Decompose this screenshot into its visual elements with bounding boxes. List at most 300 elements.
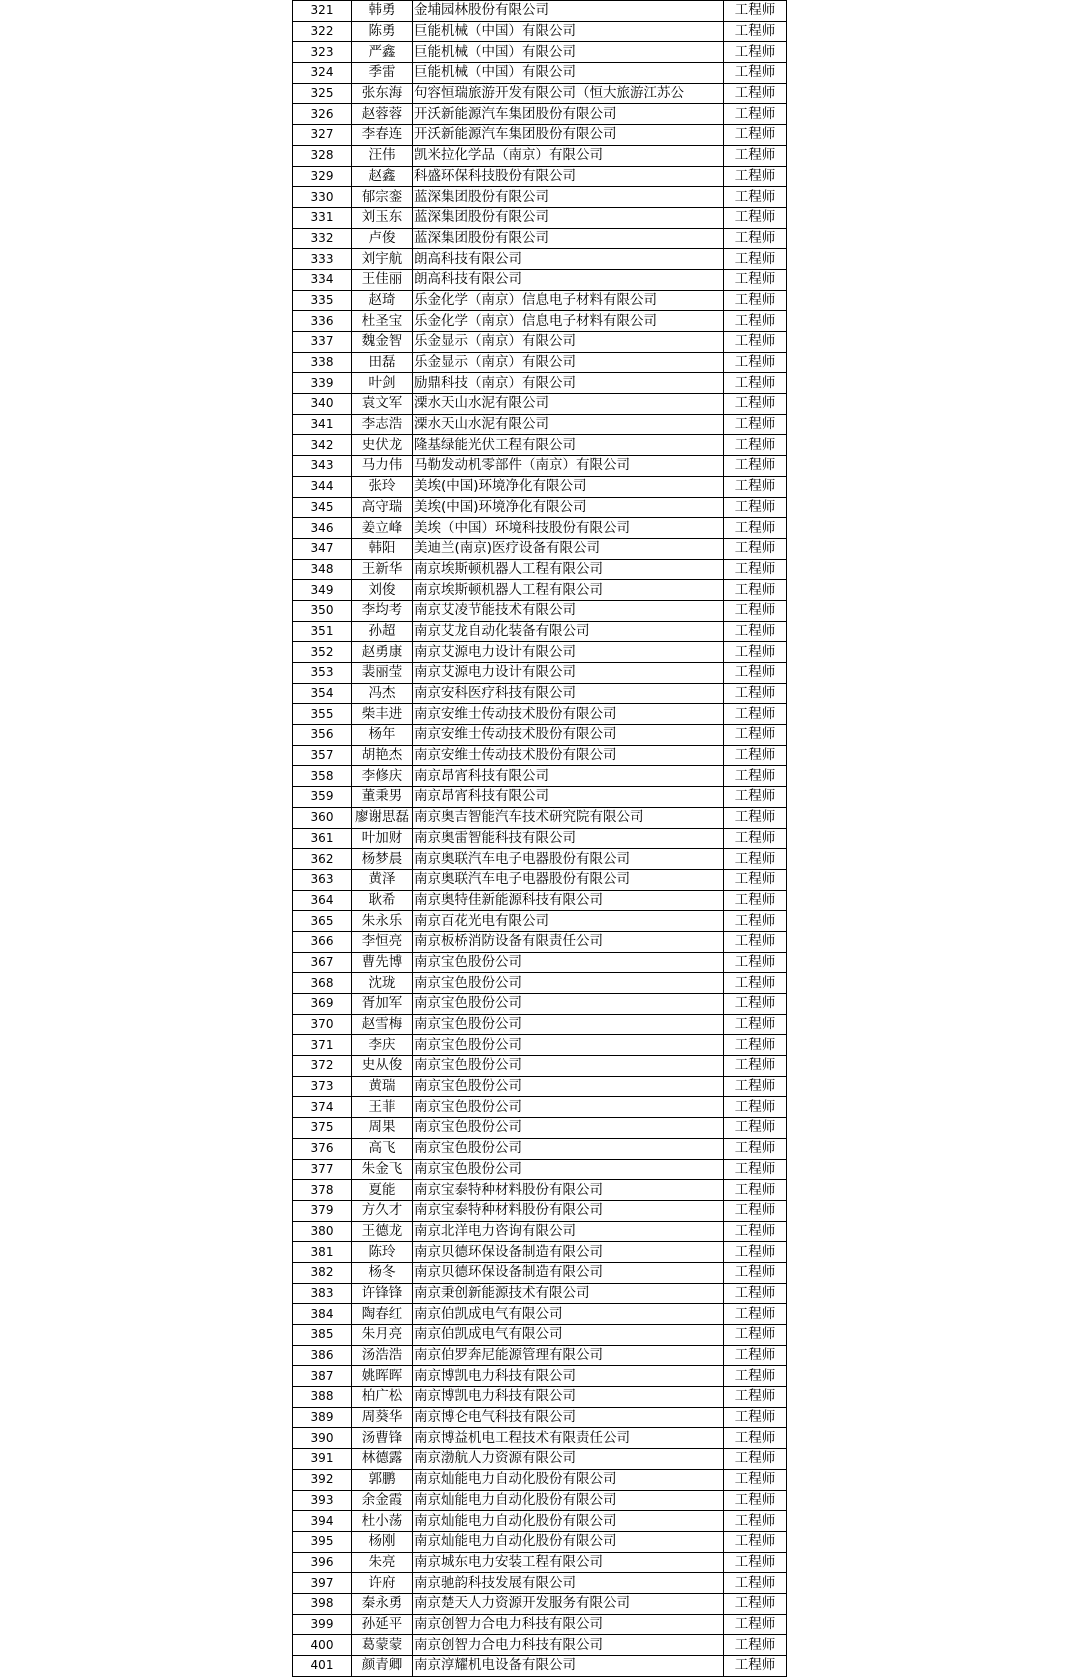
job-title-cell: 工程师 (724, 807, 787, 828)
company-cell: 南京艾龙自动化装备有限公司 (413, 621, 724, 642)
person-name-cell: 胡艳杰 (352, 745, 413, 766)
company-cell: 南京城东电力安装工程有限公司 (413, 1552, 724, 1573)
table-row (293, 1, 787, 22)
job-title-cell: 工程师 (724, 373, 787, 394)
table-row (293, 1056, 787, 1077)
person-name-cell: 陈玲 (352, 1242, 413, 1263)
person-name-cell: 史伏龙 (352, 435, 413, 456)
row-number-cell: 389 (293, 1407, 352, 1428)
person-name-cell: 严鑫 (352, 42, 413, 63)
table-row (293, 125, 787, 146)
row-number-cell: 335 (293, 290, 352, 311)
job-title-cell: 工程师 (724, 332, 787, 353)
row-number-cell: 363 (293, 869, 352, 890)
table-row (293, 1200, 787, 1221)
table-row (293, 580, 787, 601)
job-title-cell: 工程师 (724, 600, 787, 621)
person-name-cell: 韩阳 (352, 538, 413, 559)
job-title-cell: 工程师 (724, 166, 787, 187)
company-cell: 南京宝色股份公司 (413, 1014, 724, 1035)
table-row (293, 807, 787, 828)
job-title-cell: 工程师 (724, 745, 787, 766)
person-name-cell: 董秉男 (352, 787, 413, 808)
row-number-cell: 339 (293, 373, 352, 394)
company-cell: 南京博益机电工程技术有限责任公司 (413, 1428, 724, 1449)
job-title-cell: 工程师 (724, 1262, 787, 1283)
company-cell: 南京宝色股份公司 (413, 994, 724, 1015)
row-number-cell: 324 (293, 63, 352, 84)
table-row (293, 1283, 787, 1304)
row-number-cell: 372 (293, 1056, 352, 1077)
job-title-cell: 工程师 (724, 311, 787, 332)
company-cell: 美埃(中国)环境净化有限公司 (413, 497, 724, 518)
company-cell: 南京灿能电力自动化股份有限公司 (413, 1511, 724, 1532)
table-row (293, 745, 787, 766)
table-row (293, 1304, 787, 1325)
job-title-cell: 工程师 (724, 187, 787, 208)
job-title-cell: 工程师 (724, 1076, 787, 1097)
table-row (293, 766, 787, 787)
person-name-cell: 杜小荡 (352, 1511, 413, 1532)
table-row (293, 890, 787, 911)
job-title-cell: 工程师 (724, 1283, 787, 1304)
company-cell: 开沃新能源汽车集团股份有限公司 (413, 125, 724, 146)
row-number-cell: 356 (293, 725, 352, 746)
company-cell: 南京灿能电力自动化股份有限公司 (413, 1531, 724, 1552)
job-title-cell: 工程师 (724, 207, 787, 228)
person-name-cell: 李庆 (352, 1035, 413, 1056)
job-title-cell: 工程师 (724, 145, 787, 166)
company-cell: 马勒发动机零部件（南京）有限公司 (413, 456, 724, 477)
job-title-cell: 工程师 (724, 559, 787, 580)
job-title-cell: 工程师 (724, 269, 787, 290)
company-cell: 南京奥联汽车电子电器股份有限公司 (413, 869, 724, 890)
row-number-cell: 381 (293, 1242, 352, 1263)
job-title-cell: 工程师 (724, 1387, 787, 1408)
row-number-cell: 332 (293, 228, 352, 249)
company-cell: 励鼎科技（南京）有限公司 (413, 373, 724, 394)
row-number-cell: 357 (293, 745, 352, 766)
job-title-cell: 工程师 (724, 1407, 787, 1428)
row-number-cell: 365 (293, 911, 352, 932)
person-name-cell: 曹先博 (352, 952, 413, 973)
company-cell: 南京宝色股份公司 (413, 1118, 724, 1139)
table-row (293, 828, 787, 849)
row-number-cell: 387 (293, 1366, 352, 1387)
job-title-cell: 工程师 (724, 228, 787, 249)
company-cell: 南京安维士传动技术股份有限公司 (413, 725, 724, 746)
table-row (293, 1428, 787, 1449)
job-title-cell: 工程师 (724, 766, 787, 787)
job-title-cell: 工程师 (724, 1325, 787, 1346)
job-title-cell: 工程师 (724, 456, 787, 477)
job-title-cell: 工程师 (724, 869, 787, 890)
row-number-cell: 354 (293, 683, 352, 704)
job-title-cell: 工程师 (724, 1118, 787, 1139)
company-cell: 乐金显示（南京）有限公司 (413, 332, 724, 353)
row-number-cell: 382 (293, 1262, 352, 1283)
job-title-cell: 工程师 (724, 621, 787, 642)
person-name-cell: 王新华 (352, 559, 413, 580)
job-title-cell: 工程师 (724, 497, 787, 518)
table-row (293, 228, 787, 249)
person-name-cell: 秦永勇 (352, 1593, 413, 1614)
row-number-cell: 351 (293, 621, 352, 642)
row-number-cell: 377 (293, 1159, 352, 1180)
company-cell: 句容恒瑞旅游开发有限公司（恒大旅游江苏公 (413, 83, 724, 104)
row-number-cell: 376 (293, 1138, 352, 1159)
person-name-cell: 季雷 (352, 63, 413, 84)
company-cell: 南京北洋电力咨询有限公司 (413, 1221, 724, 1242)
person-name-cell: 赵鑫 (352, 166, 413, 187)
row-number-cell: 337 (293, 332, 352, 353)
table-row (293, 1552, 787, 1573)
company-cell: 南京宝泰特种材料股份有限公司 (413, 1200, 724, 1221)
row-number-cell: 352 (293, 642, 352, 663)
table-row (293, 994, 787, 1015)
row-number-cell: 355 (293, 704, 352, 725)
table-row (293, 1345, 787, 1366)
company-cell: 蓝深集团股份有限公司 (413, 187, 724, 208)
company-cell: 巨能机械（中国）有限公司 (413, 63, 724, 84)
company-cell: 南京创智力合电力科技有限公司 (413, 1635, 724, 1656)
job-title-cell: 工程师 (724, 1366, 787, 1387)
row-number-cell: 330 (293, 187, 352, 208)
table-row (293, 104, 787, 125)
job-title-cell: 工程师 (724, 476, 787, 497)
roster-table (292, 0, 787, 1677)
row-number-cell: 353 (293, 663, 352, 684)
row-number-cell: 333 (293, 249, 352, 270)
job-title-cell: 工程师 (724, 1552, 787, 1573)
row-number-cell: 399 (293, 1614, 352, 1635)
person-name-cell: 张玲 (352, 476, 413, 497)
table-row (293, 311, 787, 332)
person-name-cell: 李恒亮 (352, 931, 413, 952)
job-title-cell: 工程师 (724, 1531, 787, 1552)
row-number-cell: 341 (293, 414, 352, 435)
row-number-cell: 370 (293, 1014, 352, 1035)
row-number-cell: 347 (293, 538, 352, 559)
row-number-cell: 395 (293, 1531, 352, 1552)
company-cell: 南京百花光电有限公司 (413, 911, 724, 932)
person-name-cell: 郭鹏 (352, 1469, 413, 1490)
job-title-cell: 工程师 (724, 663, 787, 684)
row-number-cell: 391 (293, 1449, 352, 1470)
company-cell: 乐金显示（南京）有限公司 (413, 352, 724, 373)
person-name-cell: 赵雪梅 (352, 1014, 413, 1035)
row-number-cell: 321 (293, 1, 352, 22)
job-title-cell: 工程师 (724, 1159, 787, 1180)
person-name-cell: 葛蒙蒙 (352, 1635, 413, 1656)
table-row (293, 1159, 787, 1180)
table-row (293, 1014, 787, 1035)
job-title-cell: 工程师 (724, 994, 787, 1015)
person-name-cell: 史从俊 (352, 1056, 413, 1077)
row-number-cell: 322 (293, 21, 352, 42)
person-name-cell: 廖谢思磊 (352, 807, 413, 828)
company-cell: 南京埃斯顿机器人工程有限公司 (413, 559, 724, 580)
person-name-cell: 刘玉东 (352, 207, 413, 228)
row-number-cell: 401 (293, 1656, 352, 1677)
person-name-cell: 方久才 (352, 1200, 413, 1221)
job-title-cell: 工程师 (724, 1014, 787, 1035)
table-row (293, 1449, 787, 1470)
job-title-cell: 工程师 (724, 394, 787, 415)
company-cell: 科盛环保科技股份有限公司 (413, 166, 724, 187)
row-number-cell: 343 (293, 456, 352, 477)
table-row (293, 1325, 787, 1346)
person-name-cell: 夏能 (352, 1180, 413, 1201)
row-number-cell: 384 (293, 1304, 352, 1325)
person-name-cell: 李均考 (352, 600, 413, 621)
person-name-cell: 高飞 (352, 1138, 413, 1159)
company-cell: 南京宝色股份公司 (413, 1056, 724, 1077)
table-row (293, 83, 787, 104)
job-title-cell: 工程师 (724, 849, 787, 870)
person-name-cell: 姜立峰 (352, 518, 413, 539)
job-title-cell: 工程师 (724, 21, 787, 42)
person-name-cell: 周葵华 (352, 1407, 413, 1428)
table-row (293, 787, 787, 808)
company-cell: 南京博凯电力科技有限公司 (413, 1387, 724, 1408)
row-number-cell: 386 (293, 1345, 352, 1366)
company-cell: 南京宝色股份公司 (413, 1138, 724, 1159)
row-number-cell: 358 (293, 766, 352, 787)
person-name-cell: 余金霞 (352, 1490, 413, 1511)
person-name-cell: 孙延平 (352, 1614, 413, 1635)
table-row (293, 1221, 787, 1242)
person-name-cell: 杜圣宝 (352, 311, 413, 332)
job-title-cell: 工程师 (724, 290, 787, 311)
table-row (293, 931, 787, 952)
table-row (293, 166, 787, 187)
company-cell: 溧水天山水泥有限公司 (413, 394, 724, 415)
table-row (293, 1593, 787, 1614)
company-cell: 南京伯凯成电气有限公司 (413, 1325, 724, 1346)
person-name-cell: 刘宇航 (352, 249, 413, 270)
person-name-cell: 赵琦 (352, 290, 413, 311)
person-name-cell: 朱永乐 (352, 911, 413, 932)
person-name-cell: 许锋锋 (352, 1283, 413, 1304)
row-number-cell: 390 (293, 1428, 352, 1449)
table-row (293, 187, 787, 208)
row-number-cell: 340 (293, 394, 352, 415)
job-title-cell: 工程师 (724, 125, 787, 146)
row-number-cell: 334 (293, 269, 352, 290)
person-name-cell: 胥加军 (352, 994, 413, 1015)
row-number-cell: 400 (293, 1635, 352, 1656)
row-number-cell: 364 (293, 890, 352, 911)
row-number-cell: 367 (293, 952, 352, 973)
company-cell: 巨能机械（中国）有限公司 (413, 42, 724, 63)
table-row (293, 559, 787, 580)
row-number-cell: 378 (293, 1180, 352, 1201)
table-row (293, 1180, 787, 1201)
job-title-cell: 工程师 (724, 538, 787, 559)
row-number-cell: 348 (293, 559, 352, 580)
company-cell: 乐金化学（南京）信息电子材料有限公司 (413, 311, 724, 332)
job-title-cell: 工程师 (724, 435, 787, 456)
row-number-cell: 373 (293, 1076, 352, 1097)
job-title-cell: 工程师 (724, 518, 787, 539)
company-cell: 南京昂宵科技有限公司 (413, 787, 724, 808)
company-cell: 巨能机械（中国）有限公司 (413, 21, 724, 42)
job-title-cell: 工程师 (724, 1656, 787, 1677)
company-cell: 凯米拉化学品（南京）有限公司 (413, 145, 724, 166)
table-row (293, 704, 787, 725)
person-name-cell: 马力伟 (352, 456, 413, 477)
person-name-cell: 柏广松 (352, 1387, 413, 1408)
job-title-cell: 工程师 (724, 1614, 787, 1635)
table-row (293, 621, 787, 642)
table-row (293, 1656, 787, 1677)
row-number-cell: 336 (293, 311, 352, 332)
company-cell: 金埔园林股份有限公司 (413, 1, 724, 22)
person-name-cell: 田磊 (352, 352, 413, 373)
job-title-cell: 工程师 (724, 952, 787, 973)
row-number-cell: 349 (293, 580, 352, 601)
company-cell: 南京宝色股份公司 (413, 1159, 724, 1180)
person-name-cell: 陶春红 (352, 1304, 413, 1325)
person-name-cell: 李春连 (352, 125, 413, 146)
row-number-cell: 359 (293, 787, 352, 808)
company-cell: 南京伯凯成电气有限公司 (413, 1304, 724, 1325)
row-number-cell: 368 (293, 973, 352, 994)
person-name-cell: 黄泽 (352, 869, 413, 890)
job-title-cell: 工程师 (724, 1490, 787, 1511)
table-row (293, 1407, 787, 1428)
company-cell: 南京宝泰特种材料股份有限公司 (413, 1180, 724, 1201)
table-row (293, 1614, 787, 1635)
job-title-cell: 工程师 (724, 931, 787, 952)
table-row (293, 1511, 787, 1532)
person-name-cell: 王菲 (352, 1097, 413, 1118)
person-name-cell: 高守瑞 (352, 497, 413, 518)
company-cell: 南京宝色股份公司 (413, 973, 724, 994)
person-name-cell: 裴丽莹 (352, 663, 413, 684)
row-number-cell: 366 (293, 931, 352, 952)
row-number-cell: 327 (293, 125, 352, 146)
row-number-cell: 326 (293, 104, 352, 125)
job-title-cell: 工程师 (724, 1304, 787, 1325)
company-cell: 开沃新能源汽车集团股份有限公司 (413, 104, 724, 125)
table-row (293, 518, 787, 539)
table-row (293, 1242, 787, 1263)
person-name-cell: 沈珑 (352, 973, 413, 994)
job-title-cell: 工程师 (724, 1242, 787, 1263)
person-name-cell: 赵蓉蓉 (352, 104, 413, 125)
person-name-cell: 孙超 (352, 621, 413, 642)
job-title-cell: 工程师 (724, 352, 787, 373)
table-row (293, 1387, 787, 1408)
table-row (293, 869, 787, 890)
table-row (293, 435, 787, 456)
table-row (293, 1138, 787, 1159)
person-name-cell: 汪伟 (352, 145, 413, 166)
table-row (293, 683, 787, 704)
person-name-cell: 杨冬 (352, 1262, 413, 1283)
company-cell: 南京奥吉智能汽车技术研究院有限公司 (413, 807, 724, 828)
job-title-cell: 工程师 (724, 1, 787, 22)
company-cell: 隆基绿能光伏工程有限公司 (413, 435, 724, 456)
row-number-cell: 328 (293, 145, 352, 166)
person-name-cell: 叶剑 (352, 373, 413, 394)
row-number-cell: 323 (293, 42, 352, 63)
person-name-cell: 李修庆 (352, 766, 413, 787)
company-cell: 南京奥联汽车电子电器股份有限公司 (413, 849, 724, 870)
job-title-cell: 工程师 (724, 1635, 787, 1656)
company-cell: 南京安科医疗科技有限公司 (413, 683, 724, 704)
row-number-cell: 344 (293, 476, 352, 497)
table-row (293, 21, 787, 42)
table-row (293, 1635, 787, 1656)
table-row (293, 476, 787, 497)
table-row (293, 1469, 787, 1490)
job-title-cell: 工程师 (724, 787, 787, 808)
job-title-cell: 工程师 (724, 1449, 787, 1470)
row-number-cell: 394 (293, 1511, 352, 1532)
job-title-cell: 工程师 (724, 911, 787, 932)
table-row (293, 394, 787, 415)
company-cell: 蓝深集团股份有限公司 (413, 228, 724, 249)
table-row (293, 1262, 787, 1283)
table-row (293, 352, 787, 373)
person-name-cell: 黄瑞 (352, 1076, 413, 1097)
person-name-cell: 韩勇 (352, 1, 413, 22)
row-number-cell: 380 (293, 1221, 352, 1242)
job-title-cell: 工程师 (724, 1035, 787, 1056)
company-cell: 南京安维士传动技术股份有限公司 (413, 745, 724, 766)
table-row (293, 269, 787, 290)
company-cell: 南京安维士传动技术股份有限公司 (413, 704, 724, 725)
company-cell: 南京宝色股份公司 (413, 1035, 724, 1056)
table-row (293, 973, 787, 994)
row-number-cell: 374 (293, 1097, 352, 1118)
table-row (293, 42, 787, 63)
row-number-cell: 346 (293, 518, 352, 539)
job-title-cell: 工程师 (724, 580, 787, 601)
person-name-cell: 陈勇 (352, 21, 413, 42)
person-name-cell: 杨年 (352, 725, 413, 746)
table-row (293, 373, 787, 394)
row-number-cell: 360 (293, 807, 352, 828)
roster-table-body (293, 1, 787, 1677)
table-row (293, 145, 787, 166)
table-row (293, 249, 787, 270)
company-cell: 南京博仑电气科技有限公司 (413, 1407, 724, 1428)
row-number-cell: 385 (293, 1325, 352, 1346)
person-name-cell: 朱亮 (352, 1552, 413, 1573)
job-title-cell: 工程师 (724, 63, 787, 84)
table-row (293, 600, 787, 621)
person-name-cell: 朱金飞 (352, 1159, 413, 1180)
job-title-cell: 工程师 (724, 642, 787, 663)
company-cell: 南京灿能电力自动化股份有限公司 (413, 1469, 724, 1490)
company-cell: 南京艾源电力设计有限公司 (413, 663, 724, 684)
person-name-cell: 李志浩 (352, 414, 413, 435)
row-number-cell: 398 (293, 1593, 352, 1614)
row-number-cell: 362 (293, 849, 352, 870)
company-cell: 南京奥雷智能科技有限公司 (413, 828, 724, 849)
job-title-cell: 工程师 (724, 1573, 787, 1594)
company-cell: 美埃（中国）环境科技股份有限公司 (413, 518, 724, 539)
person-name-cell: 魏金智 (352, 332, 413, 353)
company-cell: 南京艾凌节能技术有限公司 (413, 600, 724, 621)
person-name-cell: 周果 (352, 1118, 413, 1139)
row-number-cell: 325 (293, 83, 352, 104)
row-number-cell: 350 (293, 600, 352, 621)
